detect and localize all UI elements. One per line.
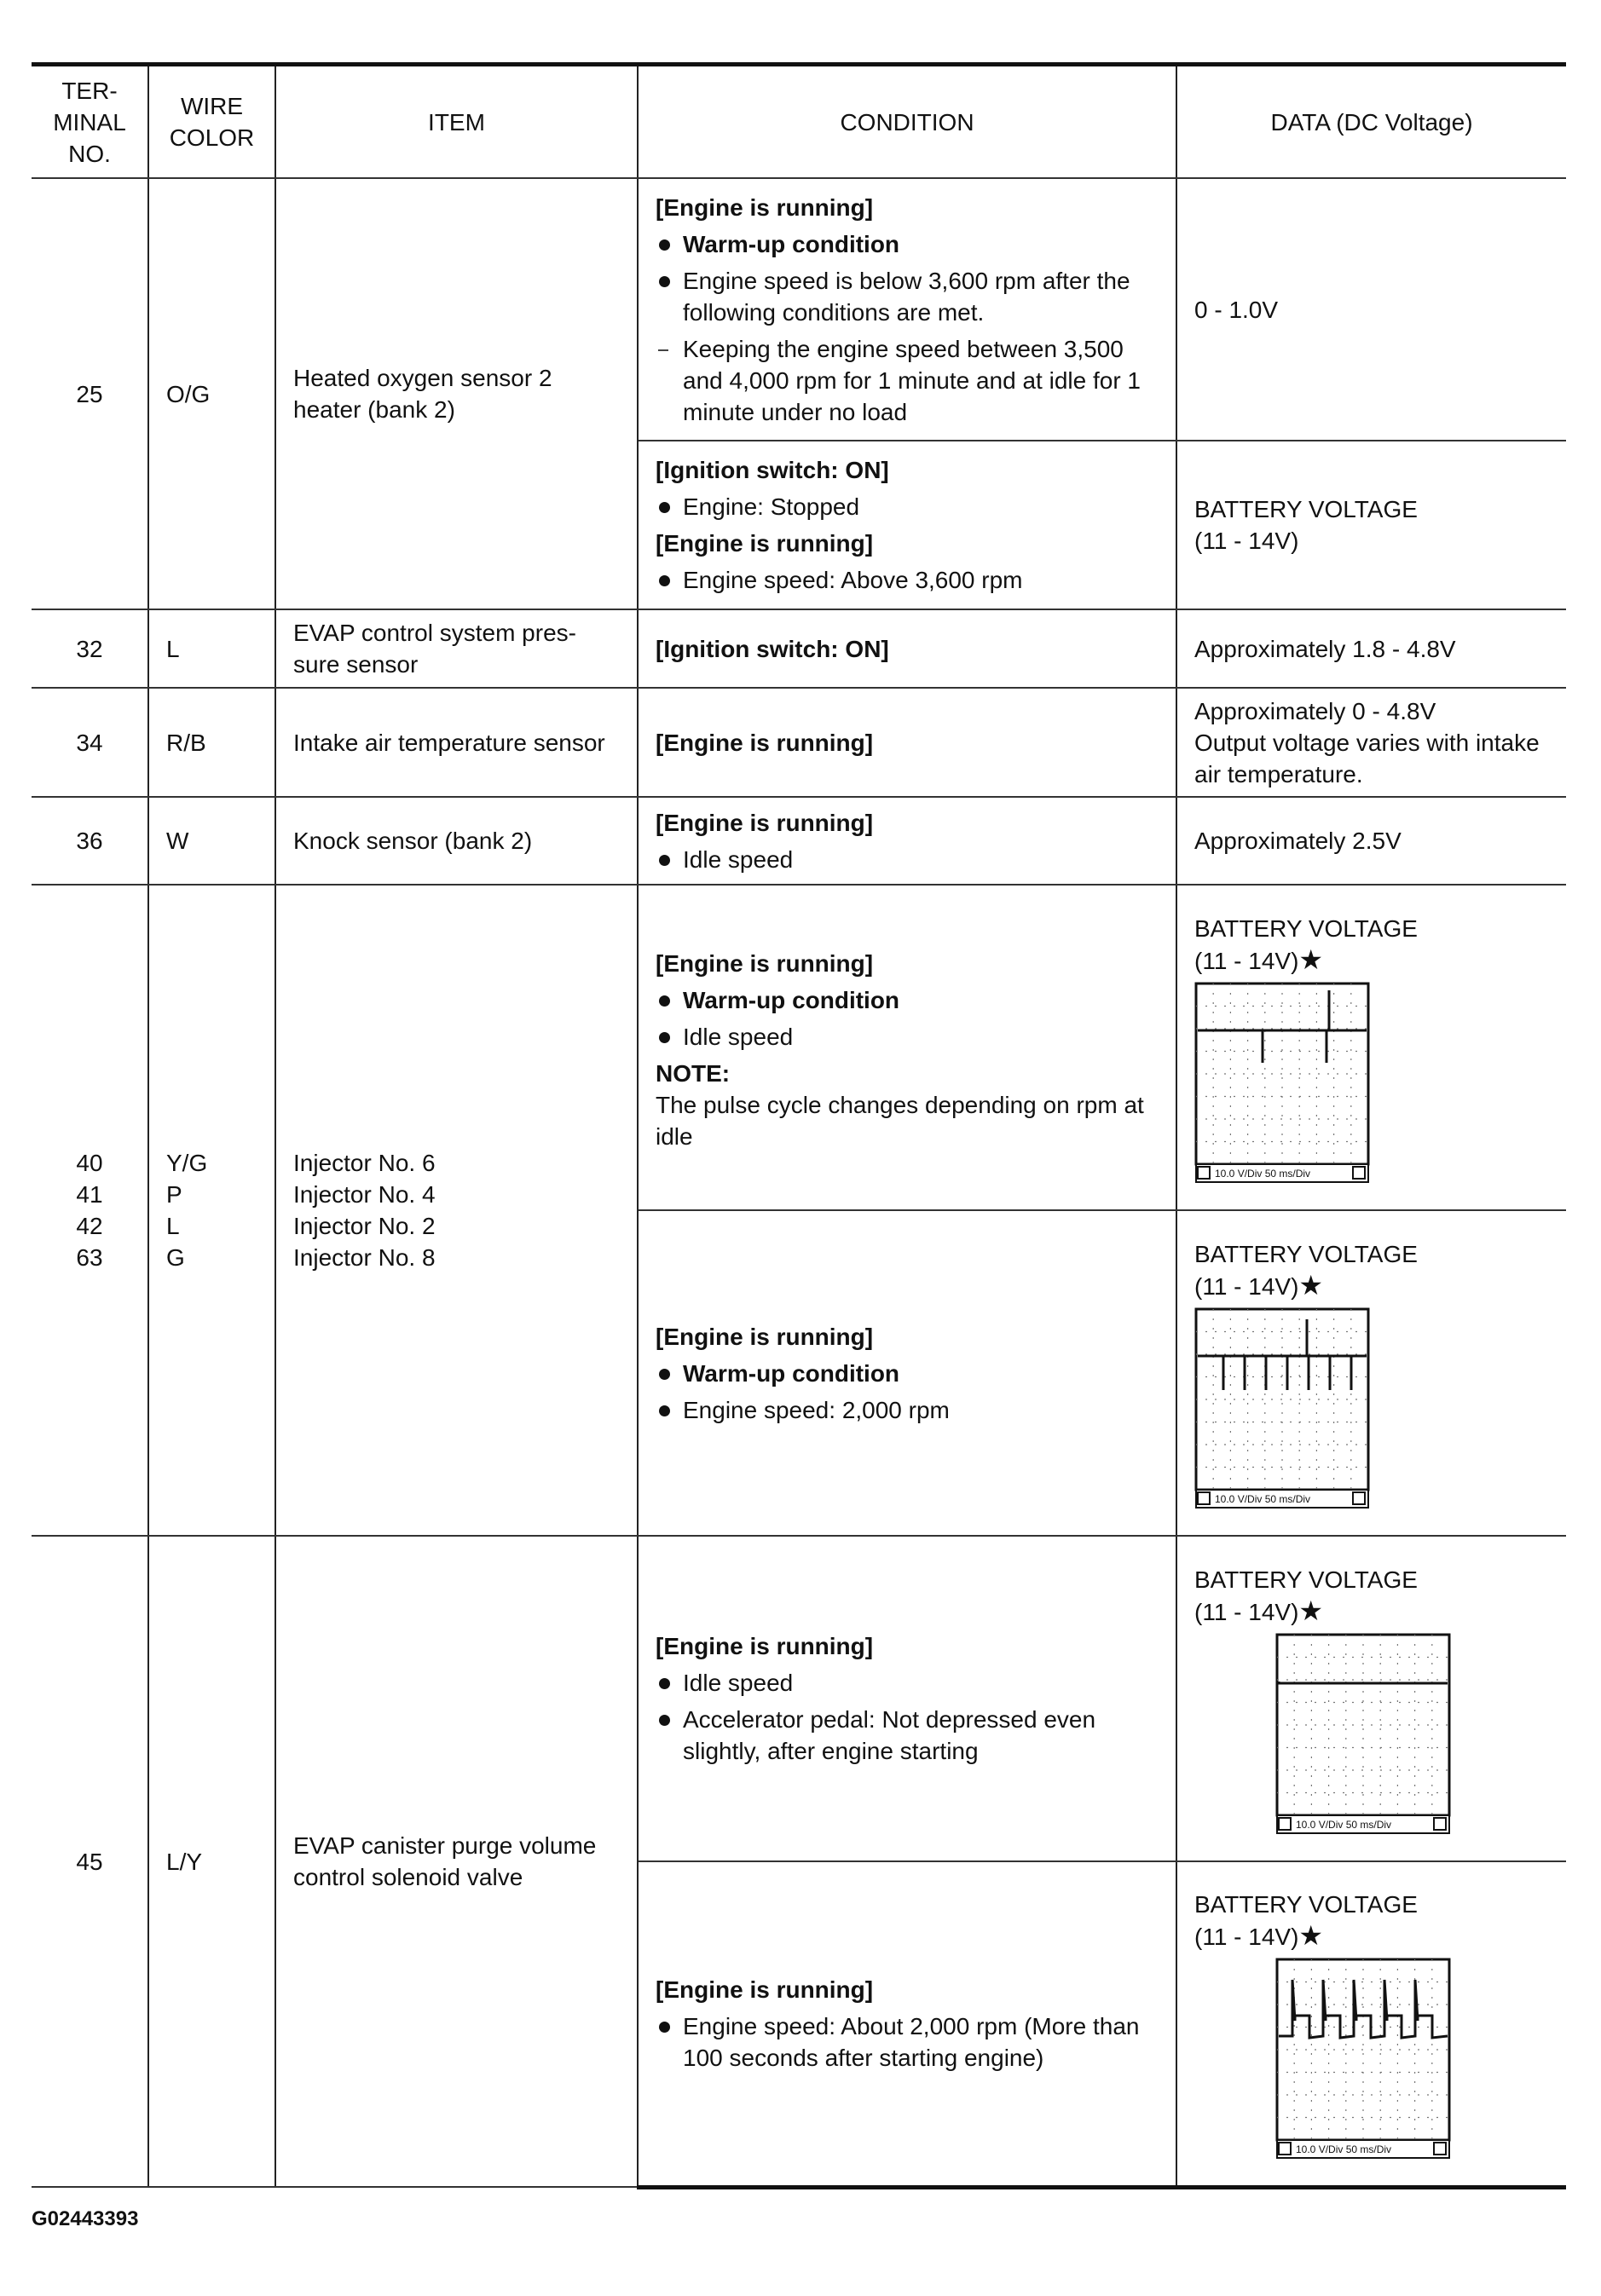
scope-scale-label: 10.0 V/Div 50 ms/Div <box>1296 2143 1392 2155</box>
terminal-no: 25 <box>32 178 148 609</box>
scope-scale-label: 10.0 V/Div 50 ms/Div <box>1296 1818 1392 1831</box>
scope-scale-label: 10.0 V/Div 50 ms/Div <box>1215 1167 1311 1180</box>
item: Injector No. 6 Injector No. 4 Injector No. 2 Injector No. 8 <box>275 885 638 1536</box>
table-row-25a <box>32 178 1566 441</box>
item: Knock sensor (bank 2) <box>275 797 638 885</box>
play-icon <box>1279 1818 1291 1830</box>
data-value: BATTERY VOLTAGE (11 - 14V)★ 10.0 V/Div 50 ms/Div <box>1176 1210 1566 1536</box>
terminal-data-table <box>32 62 1566 2189</box>
table-row-injector-a <box>32 885 1566 1210</box>
condition: [Engine is running] Warm-up condition Engine speed is below 3,600 rpm after the following conditions are met. Keeping the engine speed between 3,500 and 4,000 rpm for 1 minute and at idle for 1 minute under no load <box>638 178 1176 441</box>
wire-color: L <box>148 609 275 688</box>
table-row-34 <box>32 688 1566 797</box>
condition: [Engine is running] Idle speed Accelerator pedal: Not depressed even slightly, after engine starting <box>638 1536 1176 1861</box>
item: Intake air temperature sensor <box>275 688 638 797</box>
table-row-45a <box>32 1536 1566 1861</box>
condition: [Engine is running] Warm-up condition Engine speed: 2,000 rpm <box>638 1210 1176 1536</box>
condition: [Engine is running] Idle speed <box>638 797 1176 885</box>
oscilloscope-waveform <box>1194 982 1372 1183</box>
wire-color: L/Y <box>148 1536 275 2187</box>
condition: [Engine is running] <box>638 688 1176 797</box>
condition: [Ignition switch: ON] <box>638 609 1176 688</box>
item: EVAP canister purge volume control solenoid valve <box>275 1536 638 2187</box>
condition: [Engine is running] Engine speed: About 2,000 rpm (More than 100 seconds after starting engine) <box>638 1861 1176 2187</box>
condition: [Ignition switch: ON] Engine: Stopped [Engine is running] Engine speed: Above 3,600 rpm <box>638 441 1176 609</box>
data-value: BATTERY VOLTAGE (11 - 14V)★ 10.0 V/Div 50 ms/Div <box>1176 885 1566 1210</box>
condition: [Engine is running] Warm-up condition Idle speed NOTE: The pulse cycle changes depending on rpm at idle <box>638 885 1176 1210</box>
oscilloscope-waveform <box>1275 1958 1453 2159</box>
star-icon: ★ <box>1298 1595 1324 1626</box>
data-value: Approximately 0 - 4.8V Output voltage varies with intake air temperature. <box>1176 688 1566 797</box>
wire-color: R/B <box>148 688 275 797</box>
scope-scale-label: 10.0 V/Div 50 ms/Div <box>1215 1492 1311 1505</box>
play-icon <box>1279 2143 1291 2155</box>
header-data: DATA (DC Voltage) <box>1176 65 1566 179</box>
oscilloscope-waveform <box>1275 1633 1453 1834</box>
figure-id: G02443393 <box>32 2207 139 2230</box>
table-row-36 <box>32 797 1566 885</box>
wire-color: O/G <box>148 178 275 609</box>
scope-end-box <box>1353 1167 1365 1179</box>
terminal-no: 34 <box>32 688 148 797</box>
header-condition: CONDITION <box>638 65 1176 179</box>
table-row-32 <box>32 609 1566 688</box>
terminal-no: 45 <box>32 1536 148 2187</box>
data-value: Approximately 2.5V <box>1176 797 1566 885</box>
item: Heated oxygen sensor 2 heater (bank 2) <box>275 178 638 609</box>
scope-end-box <box>1353 1492 1365 1504</box>
ecm-terminal-table <box>32 62 1566 2189</box>
data-value: BATTERY VOLTAGE (11 - 14V)★ 10.0 V/Div 50 ms/Div <box>1176 1861 1566 2187</box>
wire-color: W <box>148 797 275 885</box>
header-item: ITEM <box>275 65 638 179</box>
header-terminal-no: TER- MINAL NO. <box>32 65 148 179</box>
header-wire-color: WIRE COLOR <box>148 65 275 179</box>
wire-color: Y/G P L G <box>148 885 275 1536</box>
play-icon <box>1198 1167 1210 1179</box>
data-value: BATTERY VOLTAGE (11 - 14V) <box>1176 441 1566 609</box>
terminal-no: 32 <box>32 609 148 688</box>
terminal-no: 40 41 42 63 <box>32 885 148 1536</box>
table-header-row <box>32 65 1566 179</box>
data-value: 0 - 1.0V <box>1176 178 1566 441</box>
star-icon: ★ <box>1298 1269 1324 1301</box>
scope-end-box <box>1434 2143 1446 2155</box>
scope-end-box <box>1434 1818 1446 1830</box>
oscilloscope-waveform <box>1194 1307 1372 1509</box>
star-icon: ★ <box>1298 943 1324 975</box>
play-icon <box>1198 1492 1210 1504</box>
item: EVAP control system pres- sure sensor <box>275 609 638 688</box>
data-value: Approximately 1.8 - 4.8V <box>1176 609 1566 688</box>
data-value: BATTERY VOLTAGE (11 - 14V)★ 10.0 V/Div 50 ms/Div <box>1176 1536 1566 1861</box>
star-icon: ★ <box>1298 1919 1324 1951</box>
terminal-no: 36 <box>32 797 148 885</box>
